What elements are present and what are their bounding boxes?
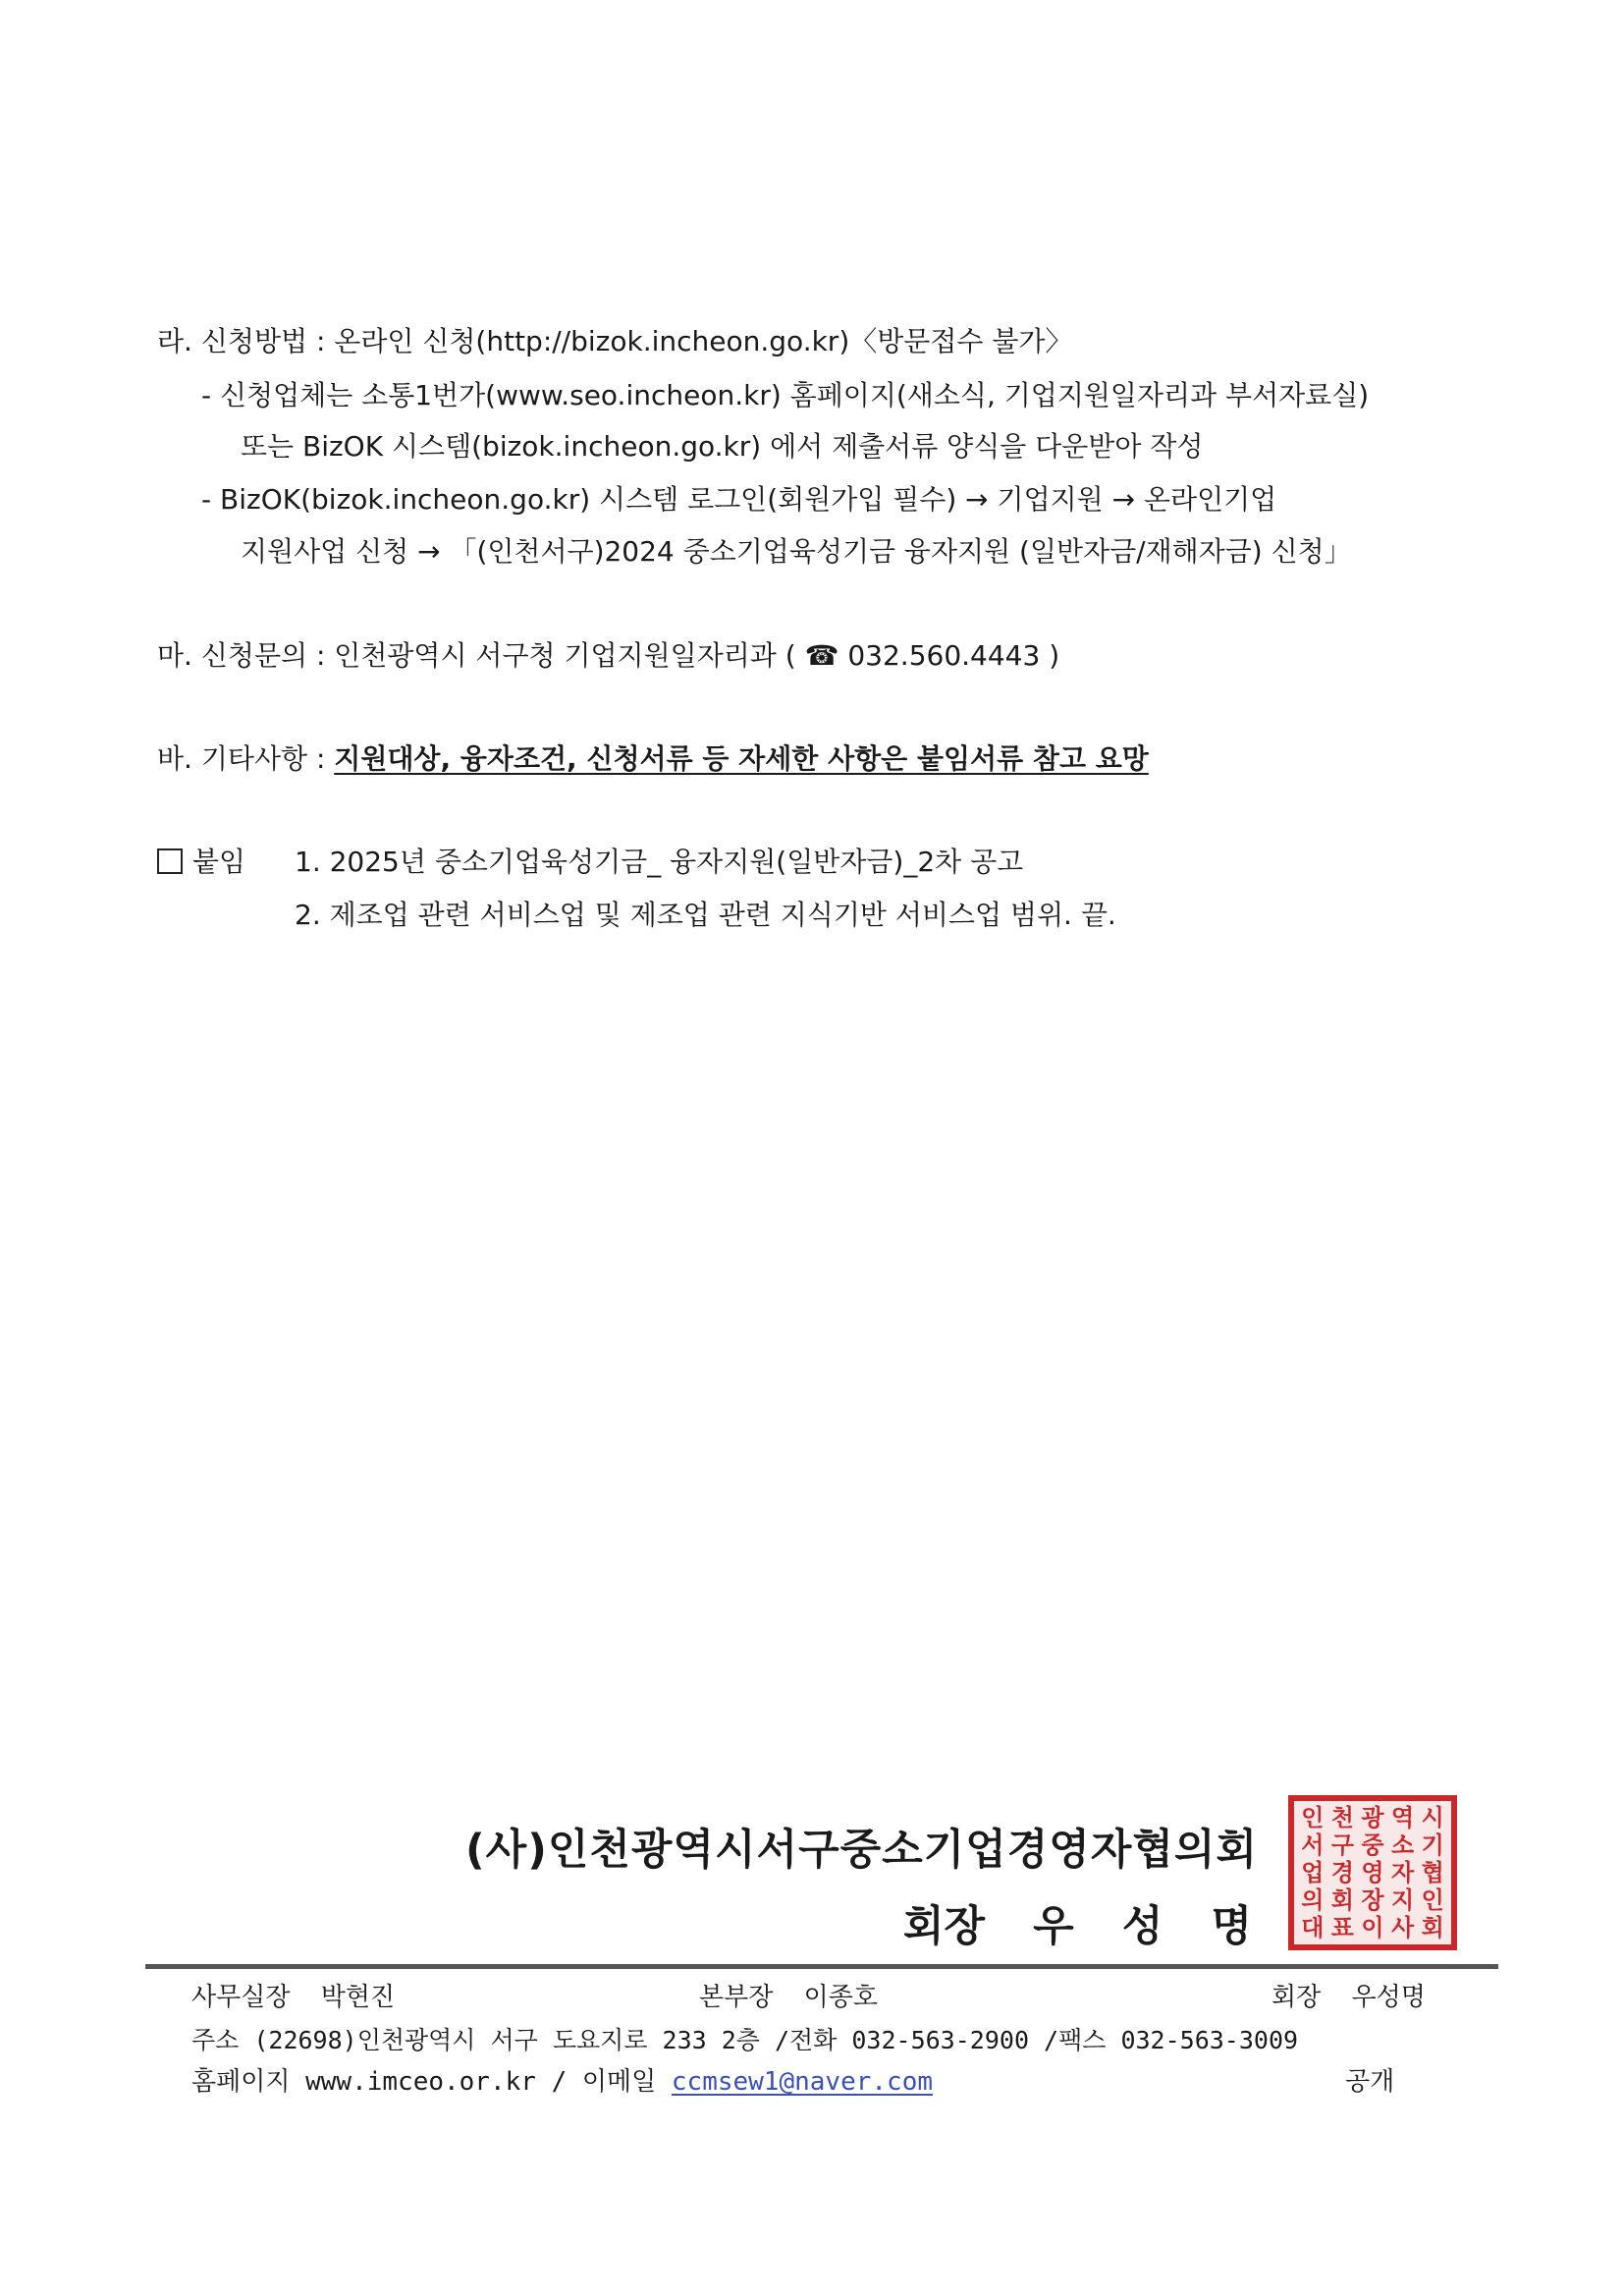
seal-glyph: 지 xyxy=(1391,1885,1415,1914)
official-seal-icon xyxy=(1288,1795,1457,1950)
section-ra-bullet2-line2: 지원사업 신청 → 「(인천서구)2024 중소기업육성기금 융자지원 (일반자금/재해자금) 신청」 xyxy=(241,535,1352,568)
footer-divider xyxy=(145,1964,1498,1969)
section-ba-notes xyxy=(157,741,1149,777)
seal-glyph: 회 xyxy=(1421,1912,1444,1941)
president-name-2: 성 xyxy=(1121,1902,1163,1951)
seal-glyph: 표 xyxy=(1330,1912,1354,1941)
email-link[interactable]: ccmsew1@naver.com xyxy=(671,2067,933,2097)
seal-glyph: 자 xyxy=(1391,1857,1415,1886)
organization-name: (사)인천광역시서구중소기업경영자협의회 xyxy=(465,1826,1258,1875)
seal-glyph: 대 xyxy=(1301,1912,1325,1941)
president-name-3: 명 xyxy=(1211,1902,1252,1951)
attachment-item-2: 2. 제조업 관련 서비스업 및 제조업 관련 지식기반 서비스업 범위. 끝. xyxy=(295,899,1116,931)
seal-glyph: 의 xyxy=(1301,1885,1325,1914)
section-ba-label: 바. 기타사항 : xyxy=(157,742,335,775)
checkbox-square-icon xyxy=(157,848,183,874)
seal-glyph: 시 xyxy=(1421,1803,1444,1832)
seal-glyph: 이 xyxy=(1361,1912,1384,1941)
president-signature-line xyxy=(903,1893,1252,1953)
seal-glyph: 천 xyxy=(1330,1803,1354,1832)
seal-glyph: 기 xyxy=(1421,1831,1444,1860)
seal-glyph: 장 xyxy=(1361,1885,1384,1914)
disclosure-status: 공개 xyxy=(1345,2067,1395,2097)
seal-glyph: 협 xyxy=(1421,1857,1444,1886)
seal-glyph: 인 xyxy=(1301,1803,1325,1832)
footer-president: 회장 우성명 xyxy=(1271,1983,1426,2012)
attachments-label: 붙임 xyxy=(157,845,245,880)
footer-address: 주소 (22698)인천광역시 서구 도요지로 233 2층 /전화 032-563-2900 /팩스 032-563-3009 xyxy=(191,2026,1299,2054)
section-ra-bullet2-line1: - BizOK(bizok.incheon.go.kr) 시스템 로그인(회원가입 필수) → 기업지원 → 온라인기업 xyxy=(201,483,1277,516)
seal-glyph: 회 xyxy=(1330,1885,1354,1914)
footer-contact xyxy=(191,2066,933,2098)
seal-glyph: 중 xyxy=(1361,1831,1384,1860)
seal-glyph: 역 xyxy=(1391,1803,1415,1832)
section-ma-inquiry: 마. 신청문의 : 인천광역시 서구청 기업지원일자리과 ( ☎ 032.560.4443 ) xyxy=(157,639,1060,672)
seal-glyph: 영 xyxy=(1361,1857,1384,1886)
seal-glyph: 사 xyxy=(1391,1912,1415,1941)
footer-office-manager: 사무실장 박현진 xyxy=(191,1983,396,2012)
attachment-item-1: 1. 2025년 중소기업육성기금_ 융자지원(일반자금)_2차 공고 xyxy=(295,846,1024,878)
president-name-1: 우 xyxy=(1033,1902,1074,1951)
section-ba-emphasis: 지원대상, 융자조건, 신청서류 등 자세한 사항은 붙임서류 참고 요망 xyxy=(334,742,1149,775)
seal-glyph: 경 xyxy=(1330,1857,1354,1886)
footer-homepage: 홈페이지 www.imceo.or.kr / 이메일 xyxy=(191,2067,672,2097)
seal-glyph: 소 xyxy=(1391,1831,1415,1860)
section-ra-bullet1-line1: - 신청업체는 소통1번가(www.seo.incheon.kr) 홈페이지(새소식, 기업지원일자리과 부서자료실) xyxy=(201,379,1370,411)
section-ra-bullet1-line2: 또는 BizOK 시스템(bizok.incheon.go.kr) 에서 제출서류 양식을 다운받아 작성 xyxy=(241,430,1204,463)
seal-glyph: 업 xyxy=(1301,1857,1325,1886)
section-ra-heading: 라. 신청방법 : 온라인 신청(http://bizok.incheon.go.kr)〈방문접수 불가〉 xyxy=(157,325,1073,357)
president-title: 회장 xyxy=(903,1902,986,1951)
footer-hq-manager: 본부장 이종호 xyxy=(699,1983,879,2012)
seal-glyph: 인 xyxy=(1421,1885,1444,1914)
seal-glyph: 구 xyxy=(1330,1831,1354,1860)
seal-glyph: 광 xyxy=(1361,1803,1384,1832)
seal-glyph: 서 xyxy=(1301,1831,1325,1860)
